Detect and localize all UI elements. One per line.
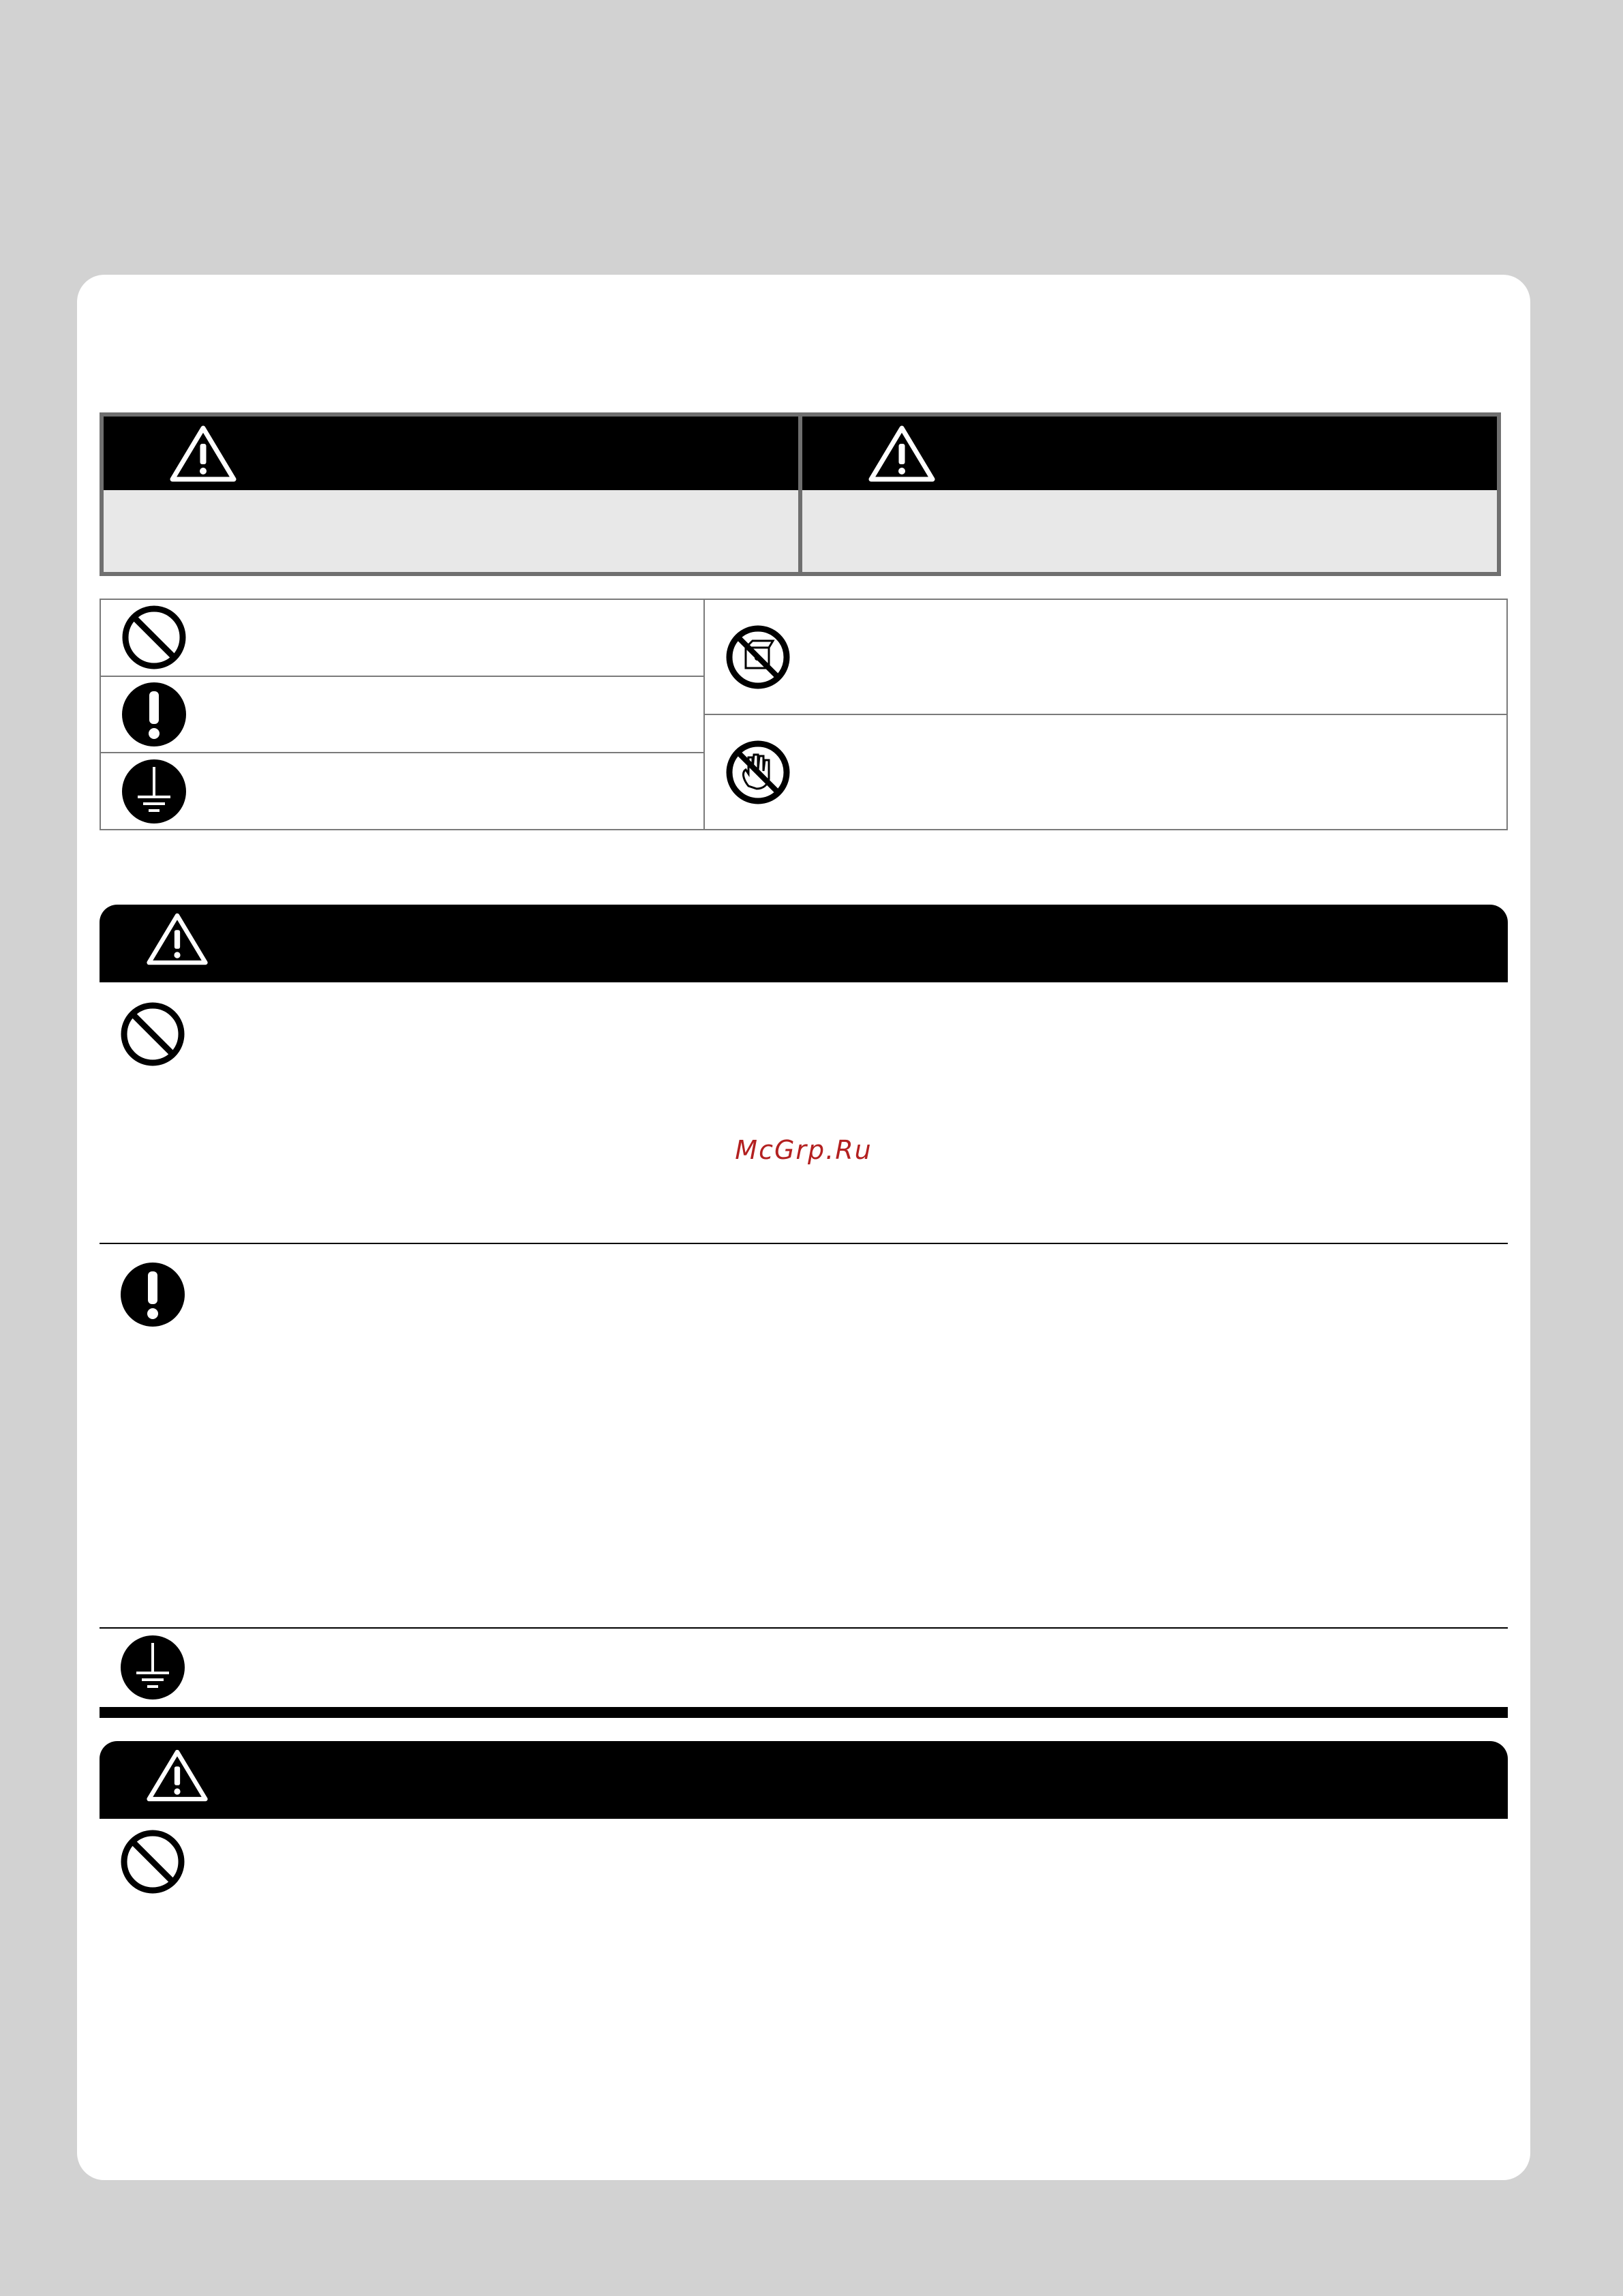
- exclamation-icon: [121, 682, 187, 747]
- symbols-left-column: [101, 600, 705, 829]
- legend-warning-column: [104, 417, 798, 572]
- manual-page: [77, 275, 1530, 2180]
- ground-icon: [121, 759, 187, 824]
- warning-triangle-icon: [146, 911, 209, 967]
- no-disassembly-icon: [725, 624, 791, 690]
- symbol-row-no-wet-hands: [705, 714, 1506, 829]
- symbol-row-ground: [101, 752, 703, 829]
- prohibition-icon: [120, 1829, 185, 1894]
- legend-caution-header: [802, 417, 1497, 490]
- symbol-row-no-disassembly: [705, 600, 1506, 714]
- ground-icon: [120, 1635, 185, 1700]
- caution-banner: [100, 1741, 1508, 1819]
- section-divider: [100, 1627, 1508, 1629]
- legend-caution-body: [802, 490, 1497, 572]
- prohibition-icon: [121, 605, 187, 670]
- exclamation-icon: [120, 1262, 185, 1327]
- warning-triangle-icon: [868, 425, 936, 483]
- symbols-right-column: [705, 600, 1506, 829]
- legend-caution-column: [802, 417, 1497, 572]
- legend-warning-header: [104, 417, 798, 490]
- warning-triangle-icon: [146, 1748, 209, 1804]
- watermark-text: McGrp.Ru: [735, 1135, 873, 1165]
- warning-triangle-icon: [169, 425, 237, 483]
- section-divider: [100, 1243, 1508, 1244]
- symbol-row-prohibited: [101, 600, 703, 676]
- section-end-rule: [100, 1707, 1508, 1718]
- no-wet-hands-icon: [725, 740, 791, 805]
- legend-warning-body: [104, 490, 798, 572]
- symbol-row-mandatory: [101, 676, 703, 753]
- symbols-table: [100, 599, 1508, 830]
- prohibition-icon: [120, 1001, 185, 1067]
- hazard-legend: [100, 412, 1501, 576]
- warning-banner: [100, 905, 1508, 982]
